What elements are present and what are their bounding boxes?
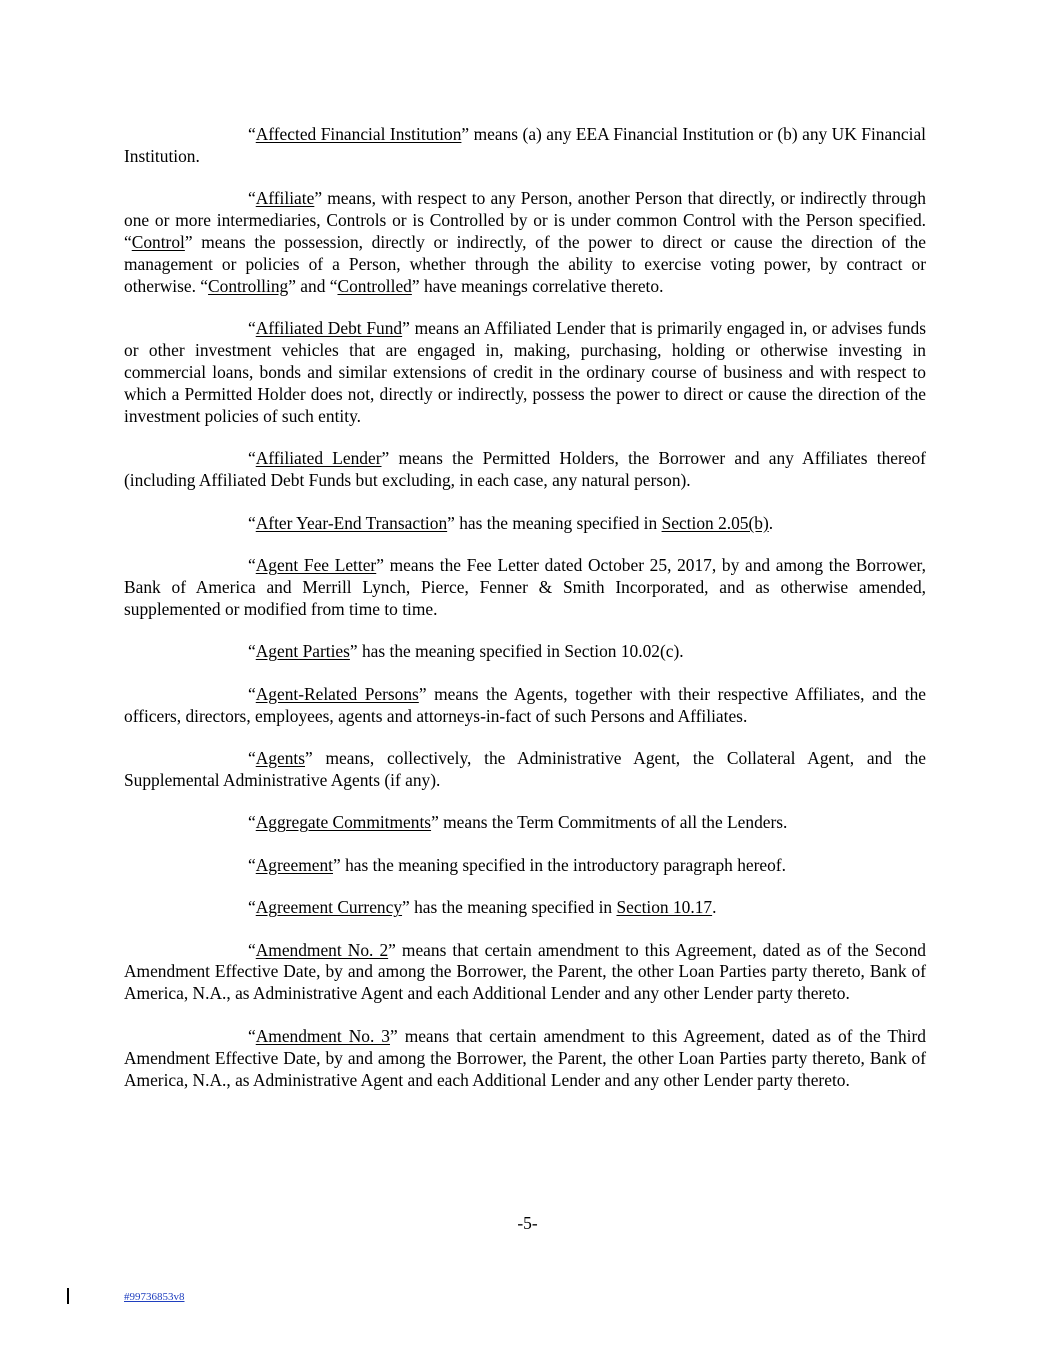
defined-term: Section 10.17 (616, 897, 713, 918)
definition-text: “ (248, 812, 256, 833)
defined-term: Agreement (255, 854, 333, 875)
definition-text: ” means an Affiliated Lender that is primarily engaged in, or advises funds or other investment vehicles that are engaged in, making, purchasing, holding or otherwise investing in commercial loans, bonds and similar extensions of credit in the ordinary course of business and with respect to which a Permitted Holder does not, directly or indirectly, possess the power to direct or cause the direction of the investment policies of such entity. (124, 318, 926, 426)
defined-term: Agreement Currency (255, 897, 403, 918)
defined-term: Affiliated Debt Fund (255, 318, 403, 339)
definition-text: “ (248, 512, 256, 533)
definition-text: ” means, collectively, the Administrative Agent, the Collateral Agent, and the Supplemental Administrative Agents (if any). (124, 748, 926, 790)
definition-text: ” means (a) any EEA Financial Institution or (b) any UK Financial Institution. (124, 124, 926, 166)
definition-paragraph (124, 897, 926, 919)
definition-text: . (768, 512, 774, 533)
document-id-link[interactable]: #99736853v8 (124, 1291, 185, 1303)
definition-paragraph (124, 855, 926, 877)
definition-text: “ (248, 939, 256, 960)
definition-text: ” and “ (288, 275, 338, 296)
page-number: -5- (517, 1213, 538, 1233)
defined-term: Affected Financial Institution (255, 124, 462, 144)
defined-term: Agent Fee Letter (255, 555, 377, 576)
definition-paragraph (124, 812, 926, 834)
definition-text: ” means the possession, directly or indirectly, of the power to direct or cause the direction of the management or policies of a Person, whether through the ability to exercise voting power, by contract or otherwise. “ (124, 232, 926, 296)
defined-term: Controlled (337, 275, 412, 296)
definition-text: ” has the meaning specified in the introductory paragraph hereof. (333, 854, 786, 875)
definition-text: ” has the meaning specified in (402, 897, 617, 918)
definition-text: “ (248, 641, 256, 662)
definition-text: “ (248, 854, 256, 875)
defined-term: Agents (255, 748, 306, 769)
definition-text: “ (248, 1025, 256, 1046)
definition-paragraph (124, 748, 926, 792)
definition-paragraph (124, 641, 926, 663)
defined-term: Aggregate Commitments (255, 812, 432, 833)
revision-bar (67, 1288, 69, 1304)
defined-term: Control (131, 232, 185, 253)
definition-text: “ (248, 318, 256, 339)
definition-paragraph (124, 513, 926, 535)
definition-text: ” has the meaning specified in (447, 512, 662, 533)
definitions-section (124, 124, 926, 1092)
defined-term: Affiliate (255, 188, 315, 209)
definition-text: ” means the Agents, together with their respective Affiliates, and the officers, directors, employees, agents and attorneys-in-fact of such Persons and Affiliates. (124, 683, 926, 726)
definition-paragraph (124, 124, 926, 168)
definition-text: “ (248, 555, 256, 576)
definition-paragraph (124, 318, 926, 428)
defined-term: Amendment No. 3 (255, 1025, 390, 1046)
defined-term: After Year-End Transaction (255, 512, 448, 533)
definition-text: ” means that certain amendment to this Agreement, dated as of the Second Amendment Effective Date, by and among the Borrower, the Parent, the other Loan Parties party thereto, Bank of America, N.A., as Administrative Agent and each Additional Lender and any other Lender party thereto. (124, 939, 926, 1004)
definition-text: ” has the meaning specified in Section 10.02(c). (349, 641, 684, 662)
defined-term: Agent Parties (255, 641, 350, 662)
definition-text: ” have meanings correlative thereto. (411, 275, 664, 296)
definition-paragraph (124, 940, 926, 1006)
defined-term: Agent-Related Persons (255, 683, 419, 704)
definition-paragraph (124, 555, 926, 621)
definition-text: ” means the Term Commitments of all the Lenders. (431, 812, 788, 833)
definition-text: “ (248, 448, 256, 469)
definition-text: “ (248, 897, 256, 918)
definition-text: ” means the Fee Letter dated October 25, 2017, by and among the Borrower, Bank of America and Merrill Lynch, Pierce, Fenner & Smith Incorporated, and as otherwise amended, supplemented or modified from time to time. (124, 555, 926, 619)
definition-text: “ (248, 124, 256, 144)
definition-text: “ (248, 748, 256, 769)
definition-text: . (712, 897, 717, 918)
definition-text: ” means, with respect to any Person, another Person that directly, or indirectly through one or more intermediaries, Controls or is Controlled by or is under common Control with the Person specified. “ (124, 188, 926, 253)
definition-paragraph (124, 448, 926, 492)
definition-text: “ (248, 683, 256, 704)
defined-term: Section 2.05(b) (661, 512, 769, 533)
definition-text: ” means that certain amendment to this Agreement, dated as of the Third Amendment Effective Date, by and among the Borrower, the Parent, the other Loan Parties party thereto, Bank of America, N.A., as Administrative Agent and each Additional Lender and any other Lender party thereto. (124, 1025, 926, 1090)
definition-text: “ (248, 188, 256, 209)
defined-term: Affiliated Lender (255, 448, 382, 469)
definition-paragraph (124, 684, 926, 728)
defined-term: Controlling (208, 275, 289, 296)
definition-text: ” means the Permitted Holders, the Borrower and any Affiliates thereof (including Affiliated Debt Funds but excluding, in each case, any natural person). (124, 448, 926, 491)
definition-paragraph (124, 1026, 926, 1092)
definition-paragraph (124, 188, 926, 298)
defined-term: Amendment No. 2 (255, 939, 389, 960)
